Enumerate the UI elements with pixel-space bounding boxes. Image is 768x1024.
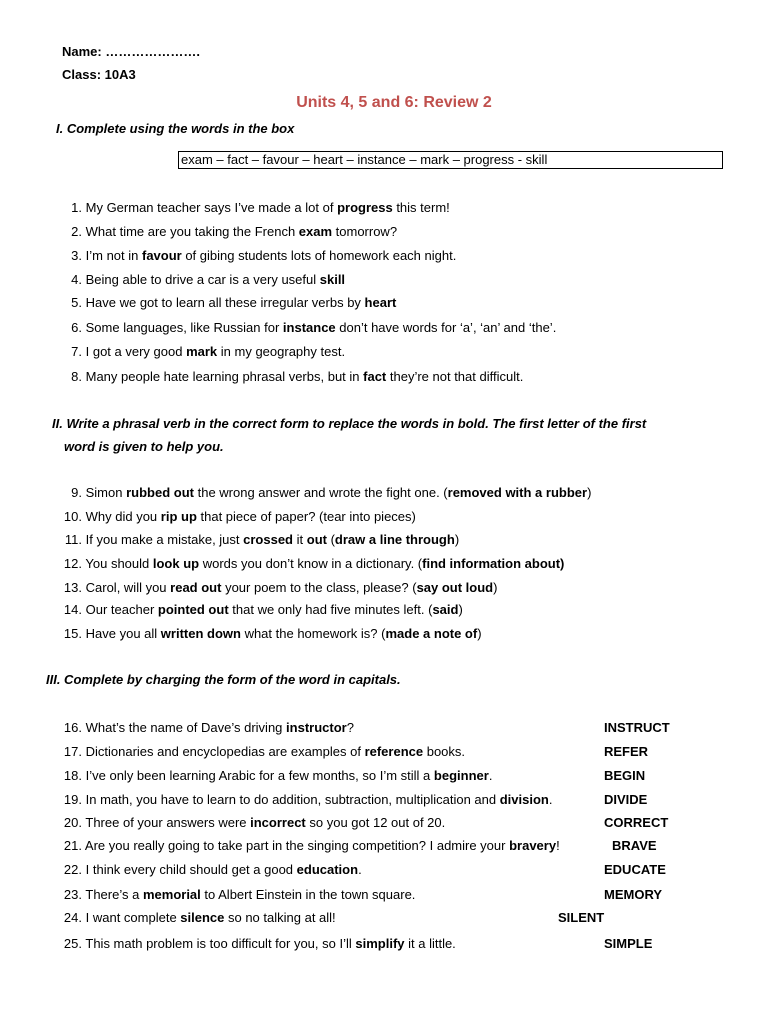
question-13: 13. Carol, will you read out your poem to the class, please? (say out loud) xyxy=(63,580,498,595)
base-word-23: MEMORY xyxy=(604,887,663,902)
base-word-21: BRAVE xyxy=(612,838,657,853)
base-word-24: SILENT xyxy=(558,910,605,925)
question-25: 25. This math problem is too difficult for you, so I’ll simplify it a little. xyxy=(63,936,456,951)
question-9: 9. Simon rubbed out the wrong answer and wrote the fight one. (removed with a rubber) xyxy=(71,485,592,500)
question-8: 8. Many people hate learning phrasal verbs, but in fact they’re not that difficult. xyxy=(71,369,524,384)
word-box: exam – fact – favour – heart – instance – mark – progress - skill xyxy=(178,151,723,169)
question-2: 2. What time are you taking the French exam tomorrow? xyxy=(71,224,398,239)
page-title: Units 4, 5 and 6: Review 2 xyxy=(296,94,492,111)
question-20: 20. Three of your answers were incorrect so you got 12 out of 20. xyxy=(63,815,446,830)
section3-instruction: III. Complete by charging the form of the word in capitals. xyxy=(46,672,401,687)
question-7: 7. I got a very good mark in my geography test. xyxy=(71,344,346,359)
question-14: 14. Our teacher pointed out that we only had five minutes left. (said) xyxy=(63,602,463,617)
question-22: 22. I think every child should get a good education. xyxy=(63,862,362,877)
class-label: Class: 10A3 xyxy=(62,67,136,82)
section2-instruction-line2: word is given to help you. xyxy=(64,439,224,454)
question-6: 6. Some languages, like Russian for instance don’t have words for ‘a’, ‘an’ and ‘the’. xyxy=(71,320,557,335)
question-1: 1. My German teacher says I’ve made a lot of progress this term! xyxy=(71,200,450,215)
question-23: 23. There’s a memorial to Albert Einstein in the town square. xyxy=(63,887,416,902)
base-word-25: SIMPLE xyxy=(604,936,653,951)
question-21: 21. Are you really going to take part in the singing competition? I admire your bravery! xyxy=(63,838,560,853)
question-4: 4. Being able to drive a car is a very useful skill xyxy=(71,272,346,287)
base-word-17: REFER xyxy=(604,744,649,759)
base-word-22: EDUCATE xyxy=(604,862,666,877)
base-word-18: BEGIN xyxy=(604,768,646,783)
base-word-19: DIVIDE xyxy=(604,792,648,807)
section2-instruction-line1: II. Write a phrasal verb in the correct form to replace the words in bold. The first letter of the first xyxy=(52,416,647,431)
question-3: 3. I’m not in favour of gibing students lots of homework each night. xyxy=(71,248,457,263)
question-17: 17. Dictionaries and encyclopedias are examples of reference books. xyxy=(63,744,466,759)
question-5: 5. Have we got to learn all these irregular verbs by heart xyxy=(71,295,397,310)
name-field-label: Name: …………………. xyxy=(62,44,200,59)
question-10: 10. Why did you rip up that piece of paper? (tear into pieces) xyxy=(63,509,416,524)
section1-instruction: I. Complete using the words in the box xyxy=(56,121,295,136)
question-12: 12. You should look up words you don’t know in a dictionary. (find information about) xyxy=(63,556,565,571)
question-19: 19. In math, you have to learn to do addition, subtraction, multiplication and division. xyxy=(63,792,553,807)
base-word-16: INSTRUCT xyxy=(604,720,670,735)
base-word-20: CORRECT xyxy=(604,815,669,830)
question-18: 18. I’ve only been learning Arabic for a few months, so I’m still a beginner. xyxy=(63,768,493,783)
question-24: 24. I want complete silence so no talking at all! xyxy=(63,910,336,925)
question-15: 15. Have you all written down what the homework is? (made a note of) xyxy=(63,626,482,641)
question-16: 16. What’s the name of Dave’s driving instructor? xyxy=(63,720,354,735)
question-11: 11. If you make a mistake, just crossed it out (draw a line through) xyxy=(64,532,460,547)
